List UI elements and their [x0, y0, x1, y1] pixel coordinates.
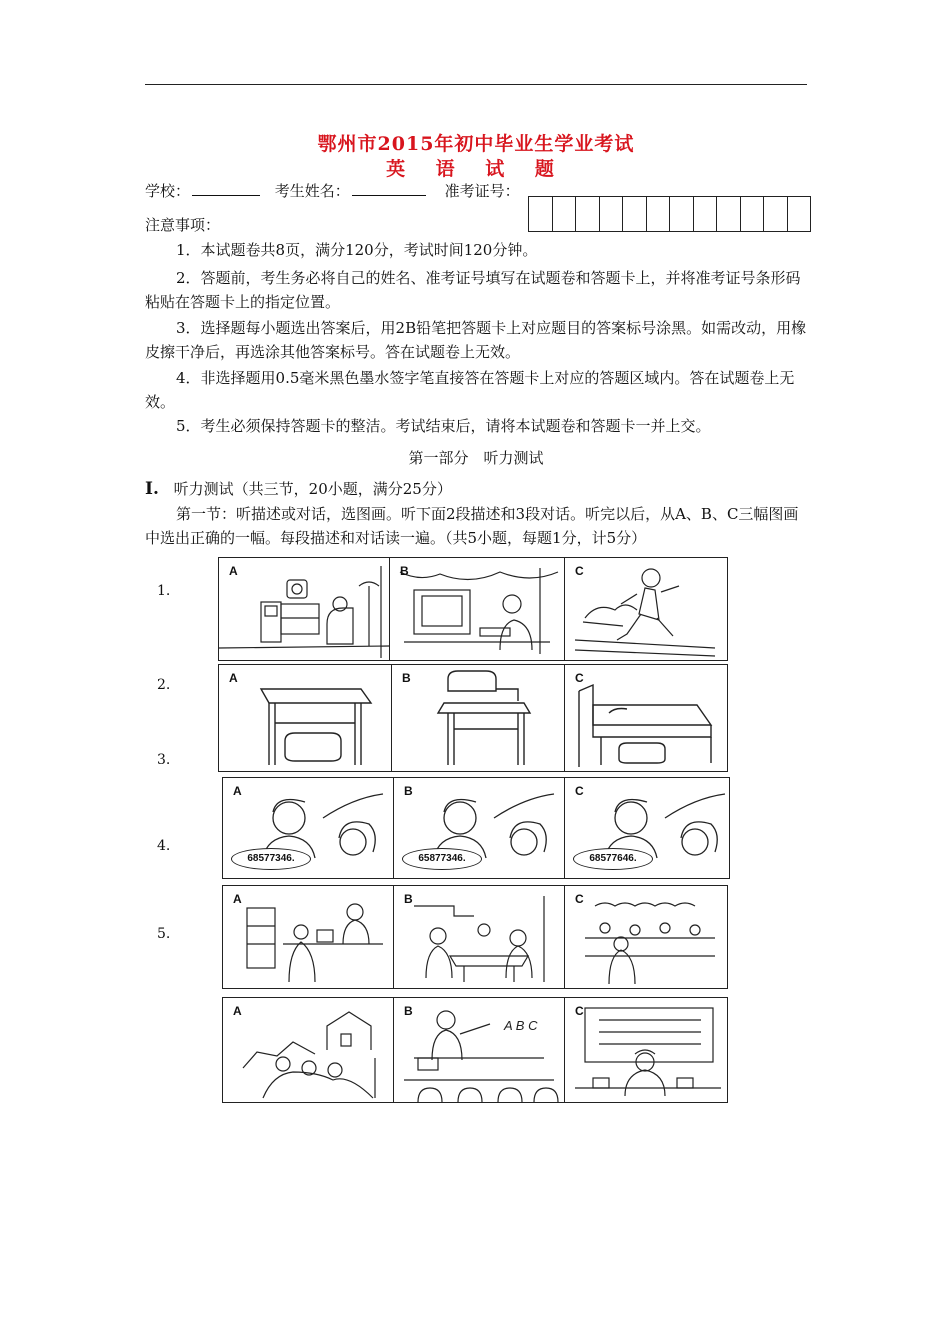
- dining-table-image: [394, 886, 564, 988]
- school-label: 学校：: [145, 182, 191, 200]
- picture-row-3: [222, 777, 730, 879]
- option-label: A: [233, 892, 242, 906]
- classroom-teacher-image: [394, 998, 564, 1102]
- option-label: A: [229, 564, 238, 578]
- name-label: 考生姓名：: [274, 182, 350, 200]
- option-c-picture[interactable]: [565, 665, 729, 771]
- option-label: B: [400, 564, 409, 578]
- question-number-1: 1.: [157, 583, 171, 599]
- question-number-5: 5.: [157, 926, 171, 942]
- option-b-picture[interactable]: [394, 886, 565, 988]
- bag-under-bed-image: [565, 665, 729, 771]
- option-a-picture[interactable]: [223, 998, 394, 1102]
- town-crowd-image: [223, 998, 393, 1102]
- running-girl-image: [565, 558, 729, 660]
- option-label: B: [404, 1004, 413, 1018]
- option-c-picture[interactable]: [565, 558, 729, 660]
- option-label: C: [575, 671, 584, 685]
- picture-row-5: [222, 997, 728, 1103]
- note-item-2: 2．答题前，考生务必将自己的姓名、准考证号填写在试题卷和答题卡上，并将准考证号条形码粘贴在答题卡上的指定位置。: [145, 269, 801, 311]
- option-c-picture[interactable]: [565, 778, 731, 878]
- option-b-picture[interactable]: [394, 778, 565, 878]
- option-label: C: [575, 1004, 584, 1018]
- option-a-picture[interactable]: [223, 886, 394, 988]
- bag-under-desk-image: [219, 665, 391, 771]
- option-label: C: [575, 564, 584, 578]
- option-a-picture[interactable]: [223, 778, 394, 878]
- section-heading: [145, 478, 452, 500]
- notes-heading: 注意事项：: [145, 216, 221, 234]
- question-number-3: 3.: [157, 752, 171, 768]
- option-b-picture[interactable]: [392, 665, 565, 771]
- top-rule: [145, 84, 807, 85]
- section-roman: Ⅰ.: [145, 479, 159, 499]
- exam-title: 鄂州市2015年初中毕业生学业考试: [317, 133, 635, 155]
- name-field[interactable]: [352, 181, 426, 196]
- bag-on-desk-image: [392, 665, 564, 771]
- option-b-picture[interactable]: [394, 998, 565, 1102]
- school-field[interactable]: [192, 181, 260, 196]
- option-a-picture[interactable]: [219, 665, 392, 771]
- note-item-5: 5．考生必须保持答题卡的整洁。考试结束后，请将本试题卷和答题卡一并上交。: [176, 417, 711, 435]
- picture-row-1: [218, 557, 728, 661]
- exam-number-boxes[interactable]: [528, 196, 811, 232]
- section-title: 听力测试（共三节，20小题，满分25分）: [173, 480, 452, 498]
- kitchen-cook-image: [565, 998, 729, 1102]
- question-number-2: 2.: [157, 677, 171, 693]
- computer-desk-image: [390, 558, 564, 660]
- board-letters: A B C: [504, 1018, 538, 1033]
- option-label: A: [233, 784, 242, 798]
- phone-number-bubble: 68577346.: [231, 848, 311, 870]
- phone-number-bubble: 68577646.: [573, 848, 653, 870]
- market-stall-image: [565, 886, 729, 988]
- picture-row-2: [218, 664, 728, 772]
- living-room-tv-image: [219, 558, 389, 660]
- option-c-picture[interactable]: [565, 886, 729, 988]
- option-label: B: [402, 671, 411, 685]
- note-item-3: 3．选择题每小题选出答案后，用2B铅笔把答题卡上对应题目的答案标号涂黑。如需改动，用橡皮擦干净后，再选涂其他答案标号。答在试题卷上无效。: [145, 319, 807, 361]
- option-label: C: [575, 784, 584, 798]
- option-label: A: [229, 671, 238, 685]
- option-label: B: [404, 892, 413, 906]
- option-a-picture[interactable]: [219, 558, 390, 660]
- option-label: B: [404, 784, 413, 798]
- shop-counter-image: [223, 886, 393, 988]
- note-item-1: 1．本试题卷共8页，满分120分，考试时间120分钟。: [176, 241, 538, 259]
- exam-subtitle: 英 语 试 题: [386, 158, 566, 180]
- option-label: A: [233, 1004, 242, 1018]
- option-label: C: [575, 892, 584, 906]
- question-number-4: 4.: [157, 838, 171, 854]
- section-instruction: 第一节：听描述或对话，选图画。听下面2段描述和3段对话。听完以后，从A、B、C三幅图画中选出正确的一幅。每段描述和对话读一遍。（共5小题，每题1分，计5分）: [145, 505, 799, 547]
- option-c-picture[interactable]: [565, 998, 729, 1102]
- option-b-picture[interactable]: [390, 558, 565, 660]
- part1-heading: 第一部分 听力测试: [408, 449, 544, 467]
- phone-number-bubble: 65877346.: [402, 848, 482, 870]
- exam-no-label: 准考证号：: [444, 182, 520, 200]
- note-item-4: 4．非选择题用0.5毫米黑色墨水签字笔直接答在答题卡上对应的答题区域内。答在试题卷上无效。: [145, 369, 795, 411]
- header-fields: [145, 180, 520, 202]
- picture-row-4: [222, 885, 728, 989]
